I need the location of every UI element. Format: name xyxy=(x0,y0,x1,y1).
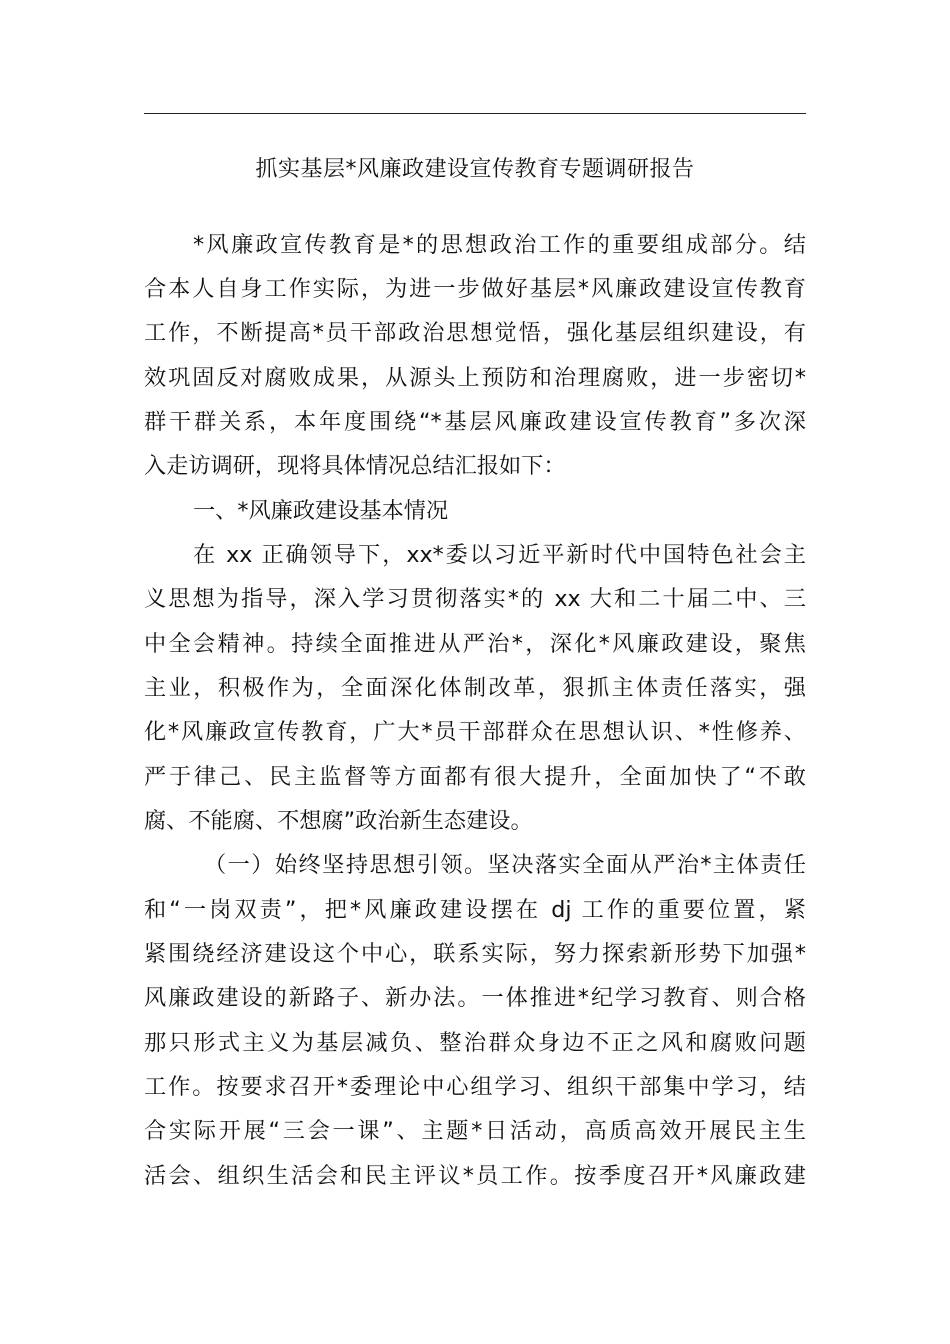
text-line-5: 群干群关系，本年度围绕“*基层风廉政建设宣传教育”多次深 xyxy=(144,409,806,435)
text-line-14: 腐、不能腐、不想腐”政治新生态建设。 xyxy=(144,808,533,834)
text-line-18: 风廉政建设的新路子、新办法。一体推进*纪学习教育、则合格 xyxy=(144,985,806,1011)
text-line-1: *风廉政宣传教育是*的思想政治工作的重要组成部分。结 xyxy=(193,232,806,258)
text-line-17: 紧围绕经济建设这个中心，联系实际，努力探索新形势下加强* xyxy=(144,941,806,967)
text-line-8: 在 xx 正确领导下，xx*委以习近平新时代中国特色社会主 xyxy=(193,542,806,568)
header-rule xyxy=(144,113,806,114)
text-line-11: 主业，积极作为，全面深化体制改革，狠抓主体责任落实，强 xyxy=(144,675,806,701)
text-line-6: 入走访调研，现将具体情况总结汇报如下： xyxy=(144,453,566,479)
text-line-21: 合实际开展“三会一课”、主题*日活动，高质高效开展民主生 xyxy=(144,1118,806,1144)
section-heading-1: 一、*风廉政建设基本情况 xyxy=(193,498,449,524)
text-line-13: 严于律己、民主监督等方面都有很大提升，全面加快了“不敢 xyxy=(144,764,806,790)
text-line-4: 效巩固反对腐败成果，从源头上预防和治理腐败，进一步密切* xyxy=(144,365,806,391)
text-line-9: 义思想为指导，深入学习贯彻落实*的 xx 大和二十届二中、三 xyxy=(144,586,806,612)
subsection-line-1: （一）始终坚持思想引领。坚决落实全面从严治*主体责任 xyxy=(204,852,806,878)
text-line-16: 和“一岗双责”，把*风廉政建设摆在 dj 工作的重要位置，紧 xyxy=(144,897,806,923)
text-line-22: 活会、组织生活会和民主评议*员工作。按季度召开*风廉政建 xyxy=(144,1163,806,1189)
text-line-3: 工作，不断提高*员干部政治思想觉悟，强化基层组织建设，有 xyxy=(144,320,806,346)
document-title: 抓实基层*风廉政建设宣传教育专题调研报告 xyxy=(255,157,695,182)
text-line-2: 合本人自身工作实际，为进一步做好基层*风廉政建设宣传教育 xyxy=(144,276,806,302)
text-line-10: 中全会精神。持续全面推进从严治*，深化*风廉政建设，聚焦 xyxy=(144,631,806,657)
text-line-12: 化*风廉政宣传教育，广大*员干部群众在思想认识、*性修养、 xyxy=(144,719,806,745)
text-line-20: 工作。按要求召开*委理论中心组学习、组织干部集中学习，结 xyxy=(144,1074,806,1100)
text-line-19: 那只形式主义为基层减负、整治群众身边不正之风和腐败问题 xyxy=(144,1030,806,1056)
